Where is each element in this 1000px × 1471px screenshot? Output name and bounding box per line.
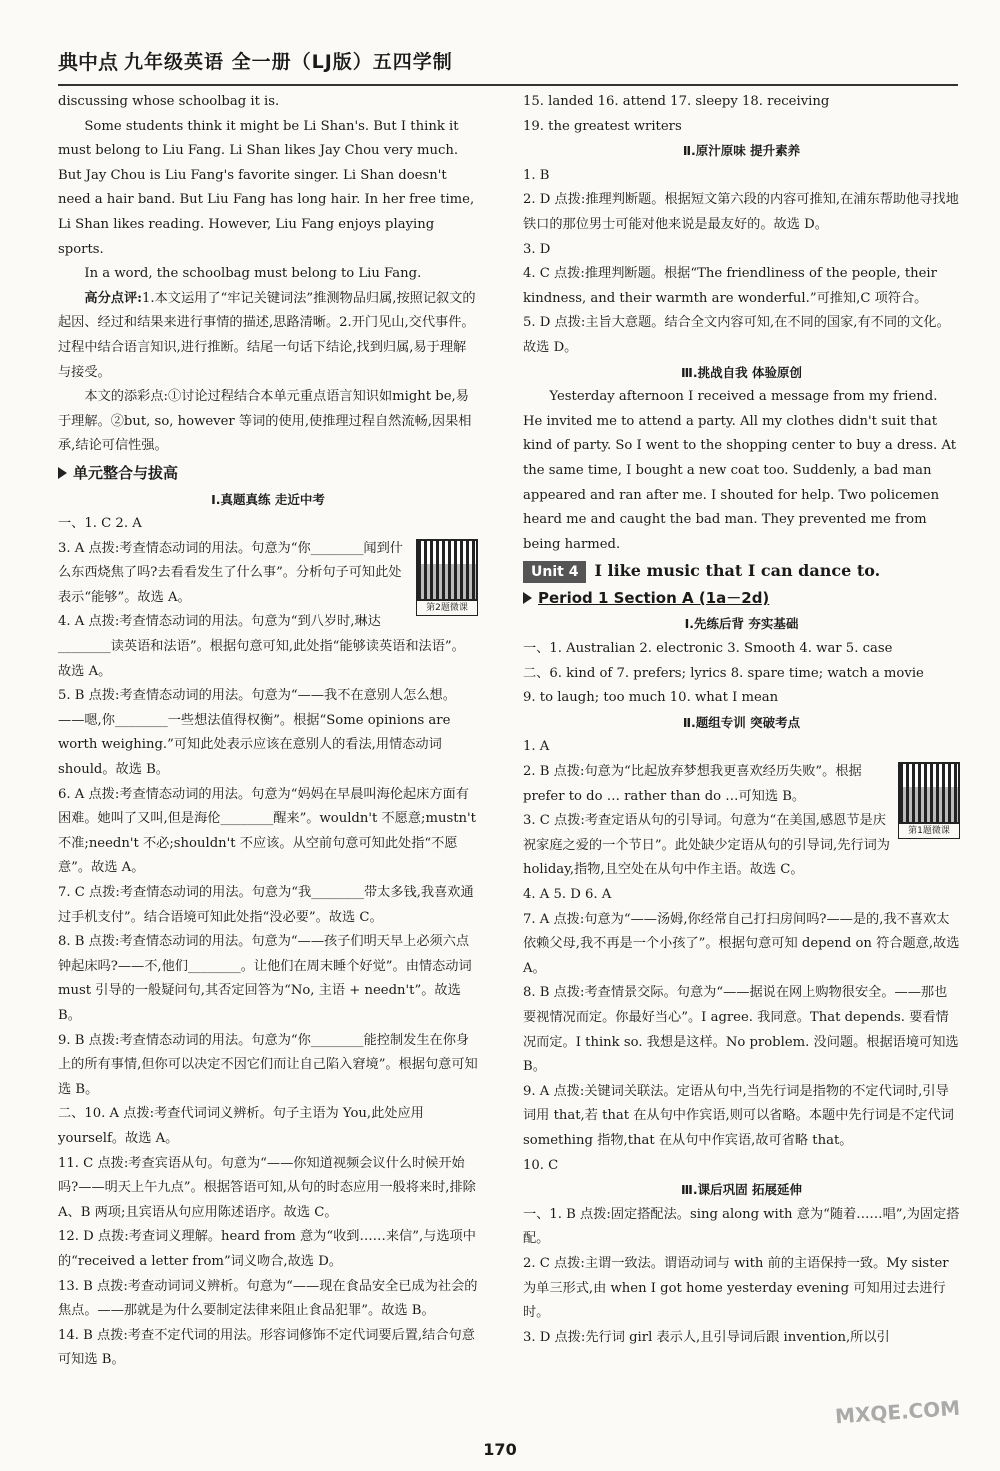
answer-item: 9. A 点拨:关键词关联法。定语从句中,当先行词是指物的不定代词时,引导词用 that,若 that 在从句中作宾语,则可以省略。本题中先行词是不定代词 something 指物,that 在从句中作宾语,故可省略 that。 bbox=[523, 1083, 954, 1148]
answer-line: 9. to laugh; too much 10. what I mean bbox=[523, 690, 779, 706]
answer-line: 一、1. Australian 2. electronic 3. Smooth 4. war 5. case bbox=[523, 641, 893, 657]
answer-item: 3. A 点拨:考查情态动词的用法。句意为“你________闻到什么东西烧焦了吗?去看看发生了什么事”。分析句子可知此处表示“能够”。故选 A。 bbox=[58, 540, 403, 605]
answer-item: 2. B 点拨:句意为“比起放弃梦想我更喜欢经历失败”。根据 prefer to do … rather than do …可知选 B。 bbox=[523, 764, 862, 804]
unit-title: I like music that I can dance to. bbox=[594, 561, 881, 581]
subheading: Ⅰ.先练后背 夯实基础 bbox=[684, 616, 799, 632]
answer-item: 一、1. B 点拨:固定搭配法。sing along with 意为“随着……唱”,为固定搭配。 bbox=[523, 1206, 960, 1247]
page-number: 170 bbox=[483, 1440, 517, 1459]
period-heading: Period 1 Section A (1a－2d) bbox=[523, 586, 960, 611]
answer-item: 7. C 点拨:考查情态动词的用法。句意为“我________带太多钱,我喜欢通过手机支付”。结合语境可知此处指“没必要”。故选 C。 bbox=[58, 885, 474, 925]
subheading: Ⅰ.真题真练 走近中考 bbox=[211, 491, 325, 507]
comment bbox=[58, 287, 478, 385]
answer-item: 1. A bbox=[523, 739, 550, 755]
answer-item: 12. D 点拨:考查词义理解。heard from 意为“收到……来信”,与选项中的“received a letter from”词义吻合,故选 D。 bbox=[58, 1229, 476, 1269]
right-column bbox=[523, 90, 960, 1350]
essay-paragraph: Yesterday afternoon I received a message from my friend. He invited me to attend a party. All my clothes didn't suit that kind of party. So I went to the shopping center to buy a dress. At the same time, I bought a new coat too. Suddenly, a bad man appeared and ran after me. I shouted for help. Two policemen heard me and caught the bad man. They prevented me from being harmed. bbox=[523, 389, 957, 552]
answer-item: 3. D bbox=[523, 241, 551, 257]
comment-text: 1.本文运用了“牢记关键词法”推测物品归属,按照记叙文的起因、经过和结果来进行事情的描述,思路清晰。2.开门见山,交代事件。过程中结合语言知识,进行推断。结尾一句话下结论,找到归属,易于理解与接受。 bbox=[58, 290, 476, 380]
subheading: Ⅲ.课后巩固 拓展延伸 bbox=[681, 1182, 802, 1198]
answer-item: 1. B bbox=[523, 167, 550, 183]
answer-item: 4. C 点拨:推理判断题。根据“The friendliness of the people, their kindness, and their warmth are wonderful.”可推知,C 项符合。 bbox=[523, 266, 937, 306]
subheading: Ⅱ.原汁原味 提升素养 bbox=[682, 143, 801, 159]
highlight-note: 本文的添彩点:①讨论过程结合本单元重点语言知识如might be,易于理解。②but, so, however 等词的使用,使推理过程自然流畅,因果相承,结论可信性强。 bbox=[58, 389, 472, 454]
header-divider bbox=[58, 84, 958, 86]
essay-line: discussing whose schoolbag it is. bbox=[58, 94, 280, 109]
unit-heading bbox=[523, 559, 960, 584]
subheading: Ⅱ.题组专训 突破考点 bbox=[682, 714, 801, 730]
unit-badge: Unit 4 bbox=[523, 561, 586, 583]
triangle-icon bbox=[523, 592, 532, 604]
answer-item: 8. B 点拨:考查情景交际。句意为“——据说在网上购物很安全。——那也要视情况而定。你最好当心”。I agree. 我同意。That depends. 要看情况而定。I think so. 我想是这样。No problem. 没问题。根据语境可知选 B。 bbox=[523, 985, 959, 1075]
answer-item: 6. A 点拨:考查情态动词的用法。句意为“妈妈在早晨叫海伦起床方面有困难。她叫了又叫,但是海伦________醒来”。wouldn't 不愿意;mustn't 不准;needn't 不必;shouldn't 不应该。从空前句意可知此处指“不愿意”。故选 A。 bbox=[58, 786, 476, 876]
answer-item: 2. D 点拨:推理判断题。根据短文第六段的内容可推知,在浦东帮助他寻找地铁口的那位男士可能对他来说是最友好的。故选 D。 bbox=[523, 192, 959, 232]
answer-item: 3. D 点拨:先行词 girl 表示人,且引导词后跟 invention,所以引 bbox=[523, 1329, 890, 1345]
brand-logo: 典中点 bbox=[58, 49, 118, 74]
watermark: MXQE.COM bbox=[834, 1395, 961, 1429]
answer-item: 11. C 点拨:考查宾语从句。句意为“——你知道视频会议什么时候开始吗?——明天上午九点”。根据答语可知,从句的时态应用一般将来时,排除 A、B 两项;且宾语从句应用陈述语序。故选 C。 bbox=[58, 1155, 476, 1220]
qr-code[interactable] bbox=[416, 539, 478, 616]
essay-paragraph: Some students think it might be Li Shan's. But I think it must belong to Liu Fang. Li Shan likes Jay Chou very much. But Jay Chou is Liu Fang's favorite singer. Li Shan doesn't need a hair band. But Liu Fang has long hair. In her free time, Li Shan likes reading. However, Liu Fang enjoys playing sports. bbox=[58, 118, 475, 257]
section-title: 单元整合与拔高 bbox=[58, 461, 478, 486]
qr-code-icon bbox=[416, 539, 478, 601]
answer-item: 一、1. C 2. A bbox=[58, 516, 142, 532]
left-column bbox=[58, 90, 478, 1373]
page-header bbox=[58, 42, 958, 82]
answer-item: 10. C bbox=[523, 1157, 559, 1173]
qr-code[interactable] bbox=[898, 762, 960, 839]
qr-caption: 第1题微课 bbox=[898, 824, 960, 839]
answer-item: 9. B 点拨:考查情态动词的用法。句意为“你________能控制发生在你身上的所有事情,但你可以决定不因它们而让自己陷入窘境”。根据句意可知选 B。 bbox=[58, 1032, 478, 1097]
answer-item: 5. B 点拨:考查情态动词的用法。句意为“——我不在意别人怎么想。——嗯,你________一些想法值得权衡”。根据“Some opinions are worth weighing.”可知此处表示应该在意别人的看法,用情态动词 should。故选 B。 bbox=[58, 688, 456, 778]
comment-label: 高分点评: bbox=[84, 290, 143, 306]
answer-item: 14. B 点拨:考查不定代词的用法。形容词修饰不定代词要后置,结合句意可知选 B。 bbox=[58, 1327, 475, 1368]
subheading: Ⅲ.挑战自我 体验原创 bbox=[681, 364, 802, 380]
qr-code-icon bbox=[898, 762, 960, 824]
answer-line: 15. landed 16. attend 17. sleepy 18. receiving bbox=[523, 94, 830, 109]
qr-caption: 第2题微课 bbox=[416, 601, 478, 616]
essay-paragraph: In a word, the schoolbag must belong to Liu Fang. bbox=[84, 266, 422, 282]
answer-item: 8. B 点拨:考查情态动词的用法。句意为“——孩子们明天早上必须六点钟起床吗?——不,他们________。让他们在周末睡个好觉”。由情态动词 must 引导的一般疑问句,其否定回答为“No, 主语 + needn't”。故选 B。 bbox=[58, 934, 472, 1023]
answer-item: 二、10. A 点拨:考查代词词义辨析。句子主语为 You,此处应用 yourself。故选 A。 bbox=[58, 1106, 424, 1146]
answer-item: 2. C 点拨:主谓一致法。谓语动词与 with 前的主语保持一致。My sister 为单三形式,由 when I got home yesterday evening 可知用过去进行时。 bbox=[523, 1255, 949, 1321]
answer-line: 二、6. kind of 7. prefers; lyrics 8. spare time; watch a movie bbox=[523, 665, 924, 681]
answer-item: 3. C 点拨:考查定语从句的引导词。句意为“在美国,感恩节是庆祝家庭之爱的一个节日”。此处缺少定语从句的引导词,先行词为 holiday,指物,且空处在从句中作主语。故选 C。 bbox=[523, 813, 890, 878]
answer-item: 4. A 点拨:考查情态动词的用法。句意为“到八岁时,琳达________读英语和法语”。根据句意可知,此处指“能够读英语和法语”。故选 A。 bbox=[58, 614, 465, 679]
book-title: 九年级英语 全一册（LJ版）五四学制 bbox=[124, 50, 453, 73]
answer-item: 13. B 点拨:考查动词词义辨析。句意为“——现在食品安全已成为社会的焦点。——那就是为什么要制定法律来阻止食品犯罪”。故选 B。 bbox=[58, 1278, 478, 1319]
answer-item: 4. A 5. D 6. A bbox=[523, 887, 612, 902]
answer-line: 19. the greatest writers bbox=[523, 118, 682, 134]
triangle-icon bbox=[58, 467, 67, 479]
answer-item: 7. A 点拨:句意为“——汤姆,你经常自己打扫房间吗?——是的,我不喜欢太依赖父母,我不再是一个小孩了”。根据句意可知 depend on 符合题意,故选 A。 bbox=[523, 911, 960, 976]
answer-item: 5. D 点拨:主旨大意题。结合全文内容可知,在不同的国家,有不同的文化。故选 D。 bbox=[523, 315, 950, 355]
